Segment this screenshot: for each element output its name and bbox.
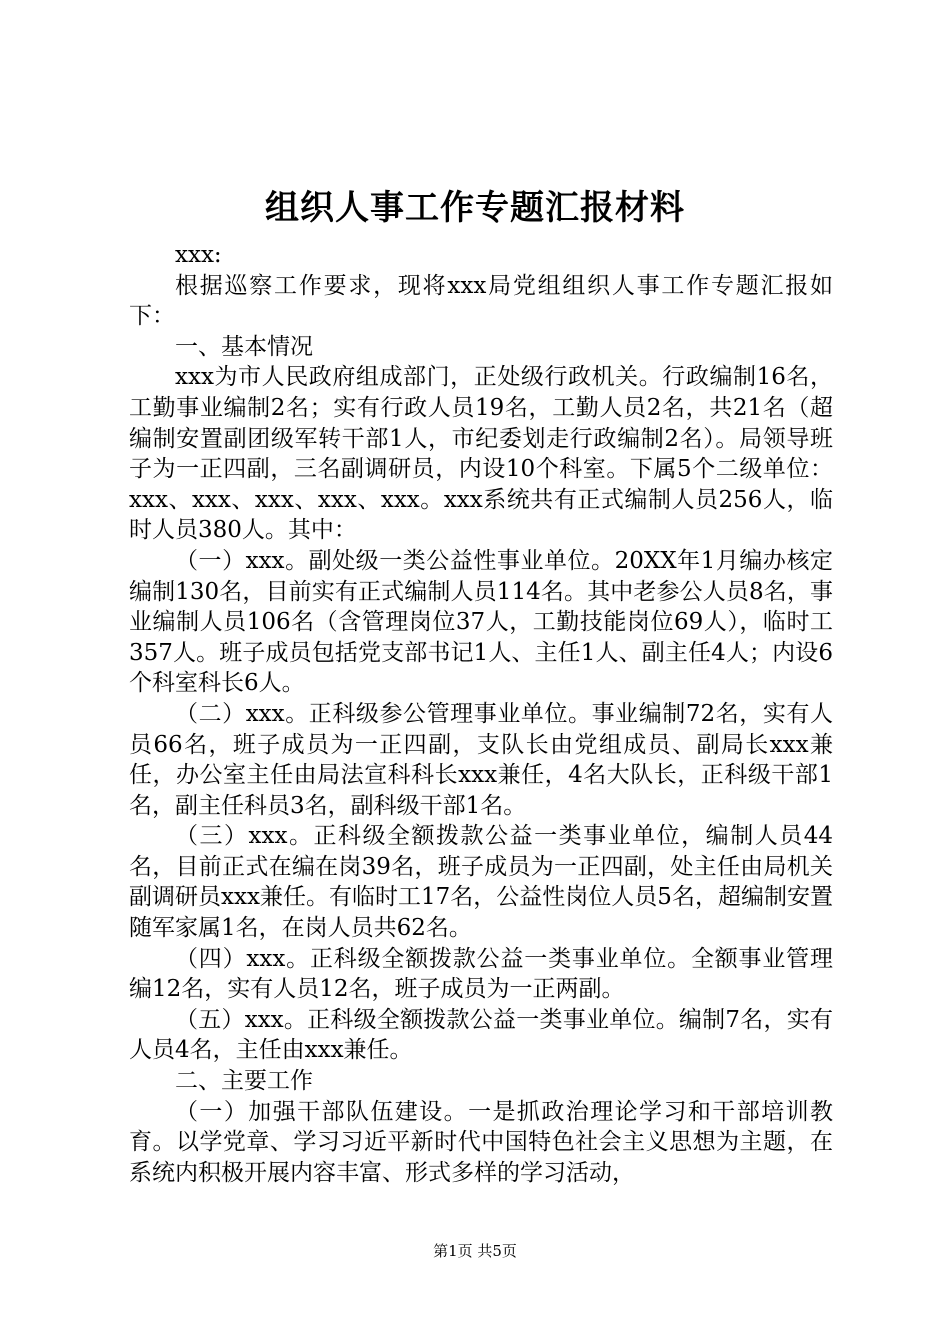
document-body [129,240,833,1188]
paragraph-unit-4: （四）xxx。正科级全额拨款公益一类事业单位。全额事业管理编12名，实有人员12名，班子成员为一正两副。 [129,945,833,1003]
heading-basic-situation: 一、基本情况 [175,333,313,360]
paragraph-unit-1: （一）xxx。副处级一类公益性事业单位。20XX年1月编办核定编制130名，目前实有正式编制人员114名。其中老参公人员8名，事业编制人员106名（含管理岗位37人，工勤技能岗位69人），临时工357人。班子成员包括党支部书记1人、主任1人、副主任4人；内设6个科室科长6人。 [129,547,833,697]
heading-main-work: 二、主要工作 [175,1068,313,1095]
page-number: 第1页 共5页 [433,1242,517,1260]
salutation: xxx: [175,242,222,268]
paragraph-overview: xxx为市人民政府组成部门，正处级行政机关。行政编制16名，工勤事业编制2名；实有行政人员19名，工勤人员2名，共21名（超编制安置副团级军转干部1人，市纪委划走行政编制2名）。局领导班子为一正四副，三名副调研员，内设10个科室。下属5个二级单位：xxx、xxx、xxx、xxx、xxx。xxx系统共有正式编制人员256人，临时人员380人。其中： [129,364,833,544]
document-title: 组织人事工作专题汇报材料 [265,188,685,228]
paragraph-work-1: （一）加强干部队伍建设。一是抓政治理论学习和干部培训教育。以学党章、学习习近平新时代中国特色社会主义思想为主题，在系统内积极开展内容丰富、形式多样的学习活动， [129,1098,833,1186]
paragraph-unit-5: （五）xxx。正科级全额拨款公益一类事业单位。编制7名，实有人员4名，主任由xxx兼任。 [129,1006,833,1064]
paragraph-intro: 根据巡察工作要求，现将xxx局党组组织人事工作专题汇报如下： [129,272,833,330]
paragraph-unit-2: （二）xxx。正科级参公管理事业单位。事业编制72名，实有人员66名，班子成员为一正四副，支队长由党组成员、副局长xxx兼任，办公室主任由局法宣科科长xxx兼任，4名大队长，正科级干部1名，副主任科员3名，副科级干部1名。 [129,700,833,819]
paragraph-unit-3: （三）xxx。正科级全额拨款公益一类事业单位，编制人员44名，目前正式在编在岗39名，班子成员为一正四副，处主任由局机关副调研员xxx兼任。有临时工17名，公益性岗位人员5名，超编制安置随军家属1名，在岗人员共62名。 [129,823,833,942]
